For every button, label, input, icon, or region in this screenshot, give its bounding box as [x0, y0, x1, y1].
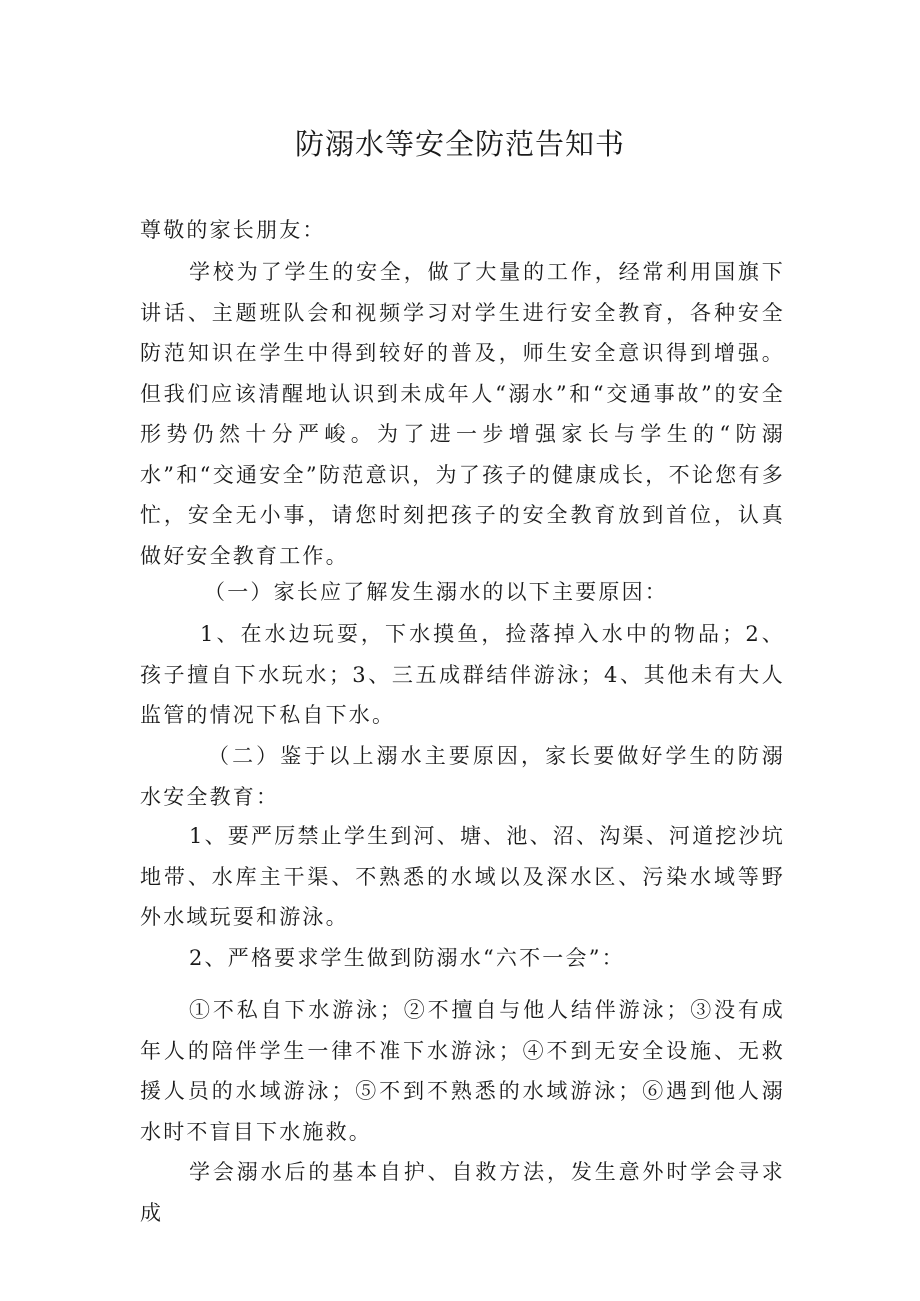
section-heading-2: （二）鉴于以上溺水主要原因，家长要做好学生的防溺水安全教育： [140, 744, 785, 809]
six-nos-rules: ①不私自下水游泳；②不擅自与他人结伴游泳；③没有成年人的陪伴学生一律不准下水游泳；④不到无安全设施、无救援人员的水域游泳；⑤不到不熟悉的水域游泳；⑥遇到他人溺水时不盲目下水施救。 [140, 998, 785, 1144]
prohibition-item: 1、要严厉禁止学生到河、塘、池、沼、沟渠、河道挖沙坑地带、水库主干渠、不熟悉的水域以及深水区、污染水域等野外水域玩耍和游泳。 [140, 824, 785, 929]
greeting: 尊敬的家长朋友： [140, 218, 326, 242]
drowning-causes-paragraph: 1、在水边玩耍，下水摸鱼，捡落掉入水中的物品；2、孩子擅自下水玩水；3、三五成群结伴游泳；4、其他未有大人监管的情况下私自下水。 [140, 622, 785, 727]
document-title: 防溺水等安全防范告知书 [294, 127, 625, 161]
self-rescue-paragraph: 学会溺水后的基本自护、自救方法，发生意外时学会寻求成 [140, 1160, 785, 1225]
intro-paragraph: 学校为了学生的安全，做了大量的工作，经常利用国旗下讲话、主题班队会和视频学习对学生进行安全教育，各种安全防范知识在学生中得到较好的普及，师生安全意识得到增强。但我们应该清醒地认识到未成年人“溺水”和“交通事故”的安全形势仍然十分严峻。为了进一步增强家长与学生的“防溺水”和“交通安全”防范意识，为了孩子的健康成长，不论您有多忙，安全无小事，请您时刻把孩子的安全教育放到首位，认真做好安全教育工作。 [140, 260, 785, 568]
six-nos-item: 2、严格要求学生做到防溺水“六不一会”： [189, 946, 625, 970]
section-heading-1: （一）家长应了解发生溺水的以下主要原因： [204, 580, 668, 604]
